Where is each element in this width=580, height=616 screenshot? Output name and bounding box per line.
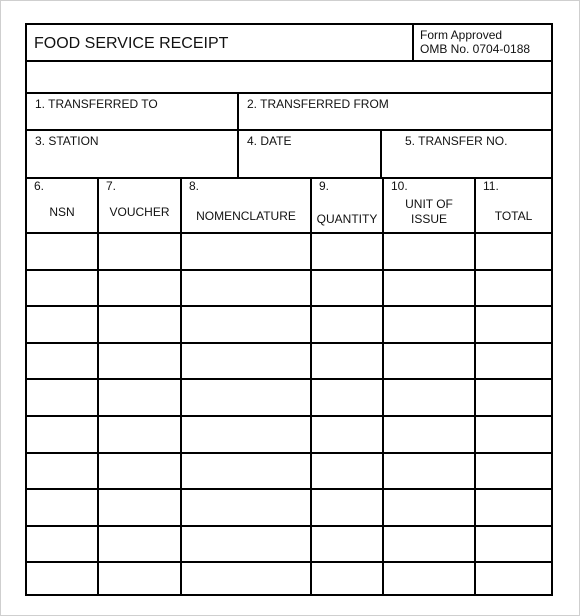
table-cell-voucher[interactable] [99, 417, 180, 452]
table-cell-voucher[interactable] [99, 527, 180, 562]
table-cell-unit-of-issue[interactable] [384, 271, 474, 306]
column-number-voucher: 7. [106, 179, 117, 193]
station-label: 3. STATION [35, 134, 99, 148]
table-cell-nsn[interactable] [27, 234, 97, 269]
transferred-to-label: 1. TRANSFERRED TO [35, 97, 158, 111]
table-cell-quantity[interactable] [312, 417, 382, 452]
transferred-to-field[interactable] [27, 94, 237, 129]
table-cell-nomenclature[interactable] [182, 271, 310, 306]
table-cell-nomenclature[interactable] [182, 417, 310, 452]
table-cell-unit-of-issue[interactable] [384, 380, 474, 415]
table-cell-nomenclature[interactable] [182, 307, 310, 342]
table-cell-voucher[interactable] [99, 380, 180, 415]
table-cell-unit-of-issue[interactable] [384, 563, 474, 598]
table-cell-total[interactable] [476, 417, 551, 452]
table-cell-total[interactable] [476, 490, 551, 525]
table-cell-nomenclature[interactable] [182, 490, 310, 525]
table-cell-unit-of-issue[interactable] [384, 344, 474, 379]
column-label-nsn: NSN [49, 205, 75, 219]
table-cell-total[interactable] [476, 234, 551, 269]
table-cell-nomenclature[interactable] [182, 563, 310, 598]
table-cell-nsn[interactable] [27, 563, 97, 598]
table-cell-nsn[interactable] [27, 490, 97, 525]
table-cell-total[interactable] [476, 307, 551, 342]
table-cell-nomenclature[interactable] [182, 454, 310, 489]
table-cell-nomenclature[interactable] [182, 527, 310, 562]
form-approved-text: Form Approved [420, 28, 503, 42]
column-number-nomenclature: 8. [189, 179, 200, 193]
transferred-from-field[interactable] [239, 94, 551, 129]
table-cell-quantity[interactable] [312, 344, 382, 379]
table-cell-nsn[interactable] [27, 271, 97, 306]
table-cell-unit-of-issue[interactable] [384, 490, 474, 525]
table-cell-unit-of-issue[interactable] [384, 307, 474, 342]
column-number-total: 11. [483, 179, 499, 193]
table-cell-quantity[interactable] [312, 563, 382, 598]
table-cell-voucher[interactable] [99, 344, 180, 379]
transfer-no-label: 5. TRANSFER NO. [405, 134, 508, 148]
table-cell-quantity[interactable] [312, 527, 382, 562]
table-cell-nomenclature[interactable] [182, 234, 310, 269]
title-divider [412, 23, 414, 60]
table-cell-total[interactable] [476, 527, 551, 562]
column-header-unit-of-issue [384, 179, 474, 232]
table-cell-nsn[interactable] [27, 417, 97, 452]
table-cell-nsn[interactable] [27, 527, 97, 562]
column-header-voucher [99, 179, 180, 232]
column-header-quantity [312, 179, 382, 232]
column-label-unit-of-issue: ISSUE [410, 212, 447, 226]
table-cell-unit-of-issue[interactable] [384, 234, 474, 269]
column-header-nomenclature [182, 179, 310, 232]
column-label-quantity: QUANTITY [316, 212, 378, 226]
column-header-total [476, 179, 551, 232]
table-cell-quantity[interactable] [312, 307, 382, 342]
table-cell-quantity[interactable] [312, 454, 382, 489]
column-label-total: TOTAL [494, 209, 533, 223]
form-title: FOOD SERVICE RECEIPT [34, 35, 229, 52]
table-cell-voucher[interactable] [99, 234, 180, 269]
table-cell-total[interactable] [476, 380, 551, 415]
table-cell-nsn[interactable] [27, 380, 97, 415]
table-cell-total[interactable] [476, 271, 551, 306]
column-number-nsn: 6. [34, 179, 45, 193]
table-cell-unit-of-issue[interactable] [384, 527, 474, 562]
table-cell-total[interactable] [476, 454, 551, 489]
transferred-from-label: 2. TRANSFERRED FROM [247, 97, 389, 111]
table-cell-quantity[interactable] [312, 380, 382, 415]
column-label-nomenclature: NOMENCLATURE [196, 209, 296, 223]
column-number-unit-of-issue: 10. [391, 179, 408, 193]
table-cell-voucher[interactable] [99, 490, 180, 525]
food-service-receipt-form [25, 23, 553, 596]
blank-band[interactable] [27, 62, 551, 92]
table-cell-unit-of-issue[interactable] [384, 454, 474, 489]
table-cell-total[interactable] [476, 563, 551, 598]
table-cell-voucher[interactable] [99, 271, 180, 306]
table-cell-quantity[interactable] [312, 271, 382, 306]
column-label-unit-of-issue: UNIT OF [405, 197, 453, 211]
table-cell-total[interactable] [476, 344, 551, 379]
table-cell-quantity[interactable] [312, 490, 382, 525]
table-cell-nsn[interactable] [27, 454, 97, 489]
omb-number: OMB No. 0704-0188 [420, 42, 531, 56]
table-cell-voucher[interactable] [99, 454, 180, 489]
column-header-nsn [27, 179, 97, 232]
table-cell-unit-of-issue[interactable] [384, 417, 474, 452]
table-cell-nsn[interactable] [27, 307, 97, 342]
table-cell-voucher[interactable] [99, 307, 180, 342]
table-cell-nomenclature[interactable] [182, 380, 310, 415]
station-field[interactable] [27, 131, 237, 177]
table-cell-voucher[interactable] [99, 563, 180, 598]
column-label-voucher: VOUCHER [109, 205, 170, 219]
table-cell-quantity[interactable] [312, 234, 382, 269]
table-cell-nsn[interactable] [27, 344, 97, 379]
date-field[interactable] [239, 131, 380, 177]
column-number-quantity: 9. [319, 179, 330, 193]
table-cell-nomenclature[interactable] [182, 344, 310, 379]
date-label: 4. DATE [247, 134, 292, 148]
transfer-no-field[interactable] [382, 131, 551, 177]
